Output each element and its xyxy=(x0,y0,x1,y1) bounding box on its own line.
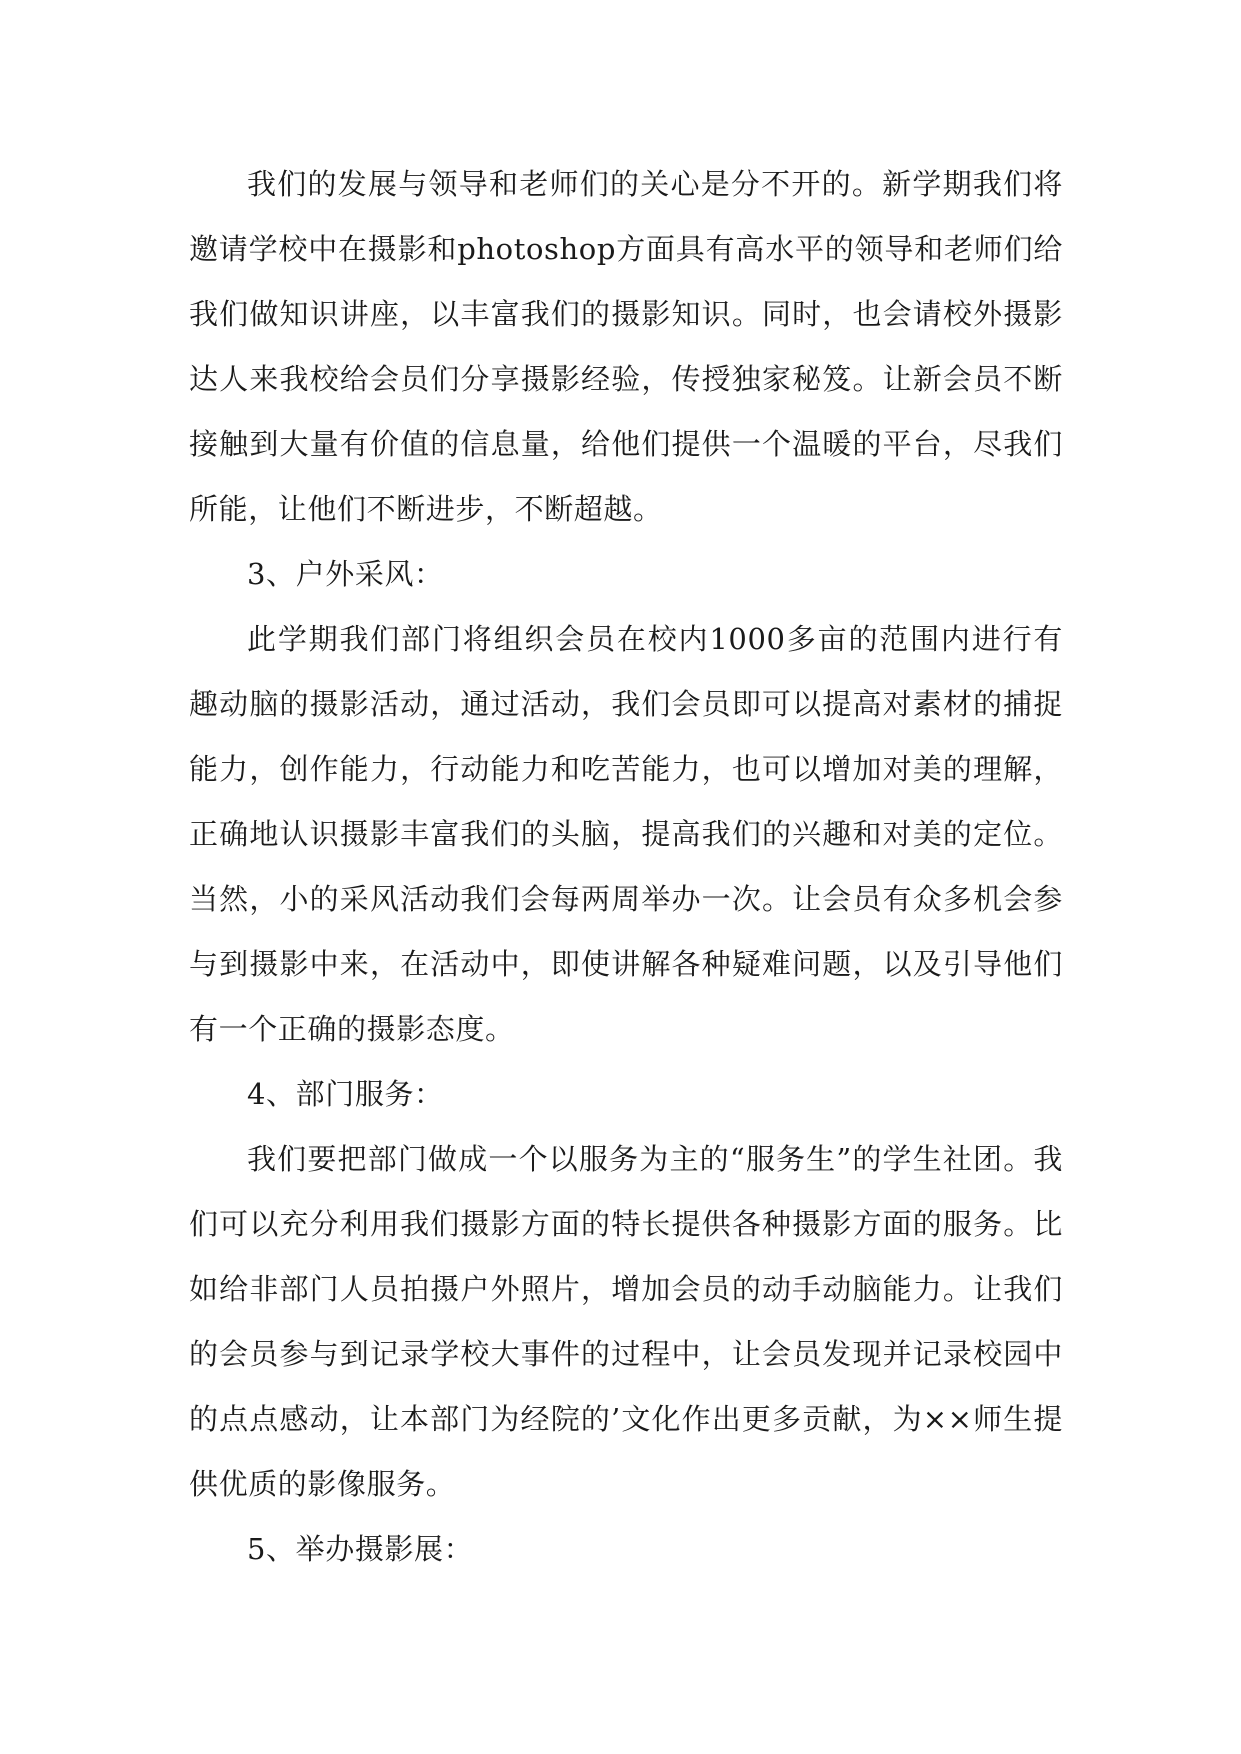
paragraph-outdoor-shooting: 此学期我们部门将组织会员在校内1000多亩的范围内进行有趣动脑的摄影活动，通过活动，我们会员即可以提高对素材的捕捉能力，创作能力，行动能力和吃苦能力，也可以增加对美的理解，正确地认识摄影丰富我们的头脑，提高我们的兴趣和对美的定位。当然，小的采风活动我们会每两周举办一次。让会员有众多机会参与到摄影中来，在活动中，即使讲解各种疑难问题，以及引导他们有一个正确的摄影态度。 xyxy=(189,622,1063,1046)
paragraph-department-service: 我们要把部门做成一个以服务为主的“服务生”的学生社团。我们可以充分利用我们摄影方面的特长提供各种摄影方面的服务。比如给非部门人员拍摄户外照片，增加会员的动手动脑能力。让我们的会员参与到记录学校大事件的过程中，让会员发现并记录校园中的点点感动，让本部门为经院的’文化作出更多贡献，为××师生提供优质的影像服务。 xyxy=(189,1142,1063,1501)
heading-photo-exhibition: 5、举办摄影展： xyxy=(247,1532,474,1566)
document-body xyxy=(189,152,1063,1582)
heading-department-service: 4、部门服务： xyxy=(247,1077,444,1111)
heading-outdoor-shooting: 3、户外采风： xyxy=(247,557,444,591)
paragraph-development: 我们的发展与领导和老师们的关心是分不开的。新学期我们将邀请学校中在摄影和photoshop方面具有高水平的领导和老师们给我们做知识讲座，以丰富我们的摄影知识。同时，也会请校外摄影达人来我校给会员们分享摄影经验，传授独家秘笈。让新会员不断接触到大量有价值的信息量，给他们提供一个温暖的平台，尽我们所能，让他们不断进步，不断超越。 xyxy=(189,167,1063,526)
